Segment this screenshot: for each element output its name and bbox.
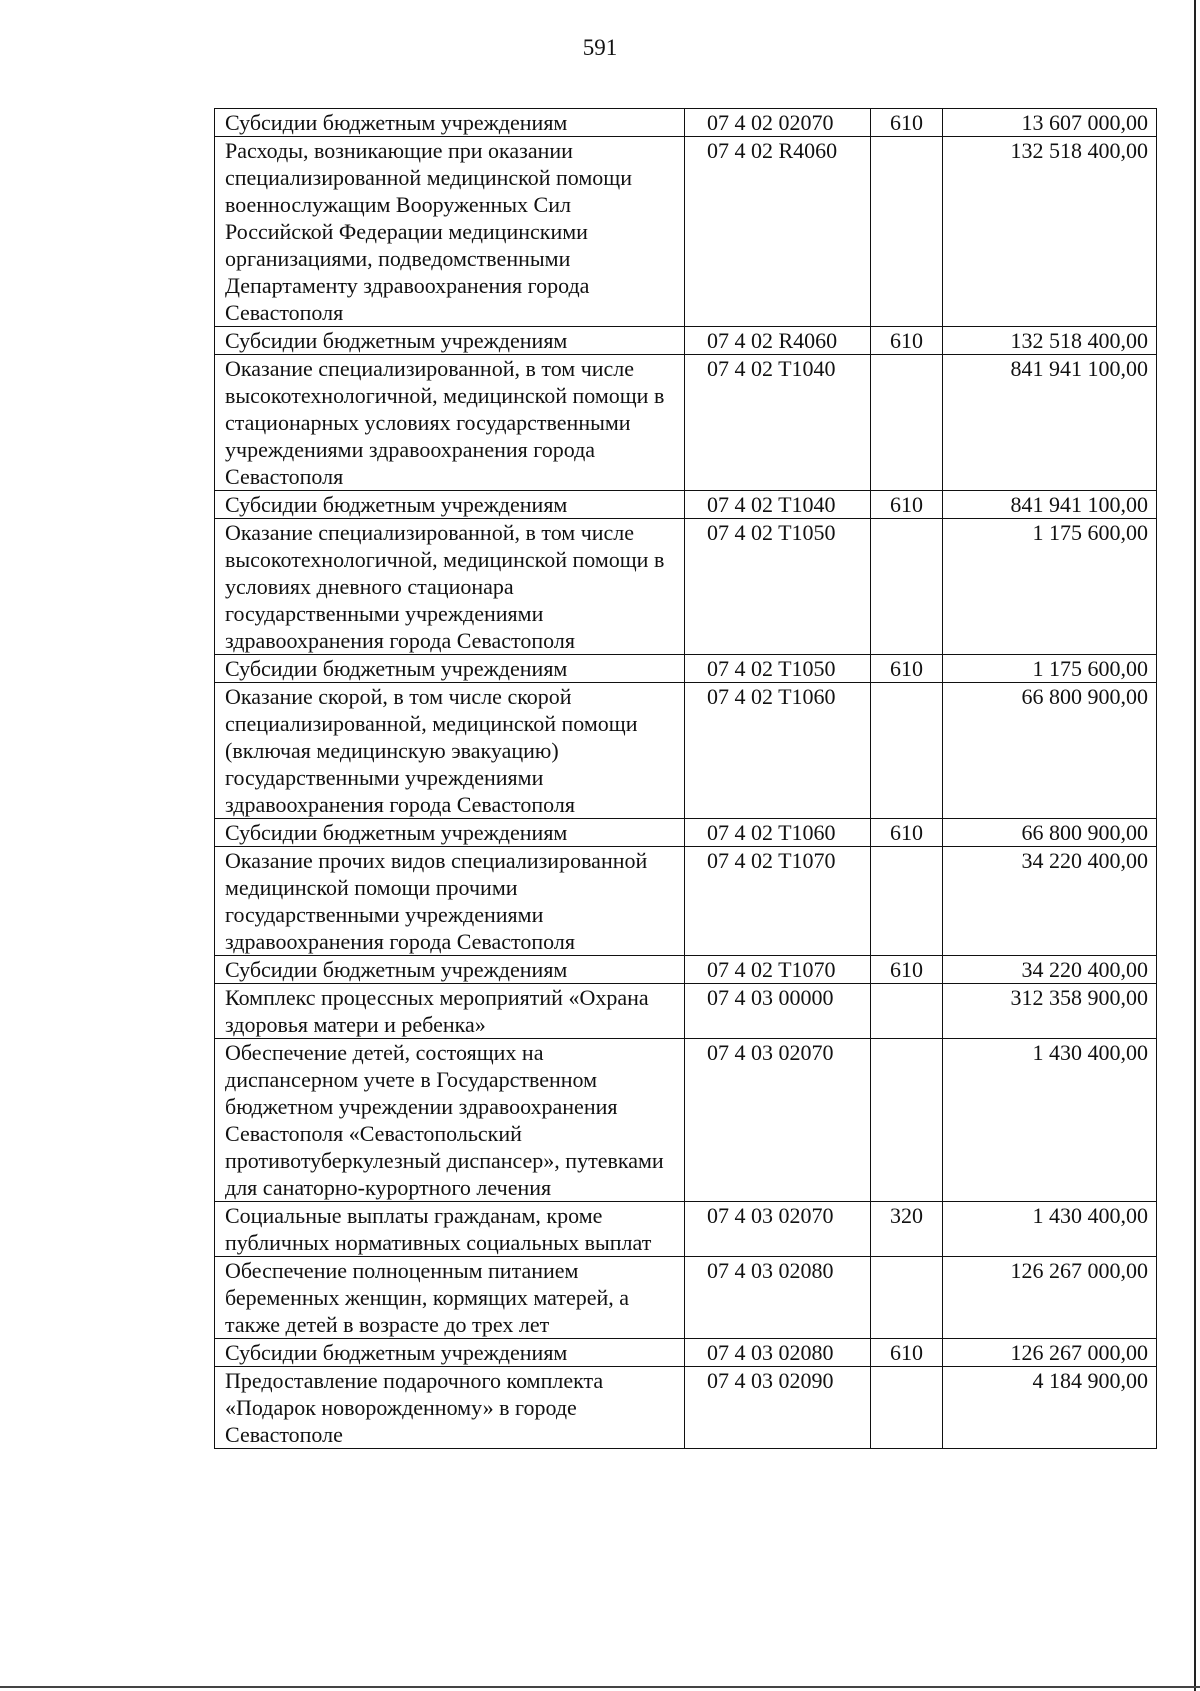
row-name: Субсидии бюджетным учреждениям xyxy=(215,491,685,519)
row-code: 07 4 02 T1050 xyxy=(685,519,871,655)
row-code: 07 4 02 T1060 xyxy=(685,683,871,819)
table-row xyxy=(215,683,1157,819)
table-row xyxy=(215,491,1157,519)
row-code: 07 4 02 T1040 xyxy=(685,355,871,491)
table-row xyxy=(215,1202,1157,1257)
table-row xyxy=(215,519,1157,655)
page-number: 591 xyxy=(582,35,618,60)
row-sum: 841 941 100,00 xyxy=(943,491,1157,519)
table-row xyxy=(215,956,1157,984)
row-expense-type: 610 xyxy=(871,819,943,847)
row-name: Оказание прочих видов специализированной медицинской помощи прочими государственными учреждениями здравоохранения города Севастополя xyxy=(215,847,685,956)
row-code: 07 4 02 T1050 xyxy=(685,655,871,683)
row-code: 07 4 03 02070 xyxy=(685,1202,871,1257)
row-code: 07 4 02 T1060 xyxy=(685,819,871,847)
table-row xyxy=(215,137,1157,327)
row-sum: 126 267 000,00 xyxy=(943,1257,1157,1339)
row-expense-type: 610 xyxy=(871,491,943,519)
row-sum: 34 220 400,00 xyxy=(943,956,1157,984)
row-code: 07 4 02 02070 xyxy=(685,109,871,137)
row-name: Оказание специализированной, в том числе высокотехнологичной, медицинской помощи в стационарных условиях государственными учреждениями здравоохранения города Севастополя xyxy=(215,355,685,491)
row-code: 07 4 03 02080 xyxy=(685,1257,871,1339)
row-sum: 1 175 600,00 xyxy=(943,655,1157,683)
table-row xyxy=(215,1257,1157,1339)
row-expense-type: 610 xyxy=(871,956,943,984)
row-expense-type xyxy=(871,355,943,491)
row-name: Оказание скорой, в том числе скорой специализированной, медицинской помощи (включая медицинскую эвакуацию) государственными учреждениями здравоохранения города Севастополя xyxy=(215,683,685,819)
row-name: Обеспечение полноценным питанием беременных женщин, кормящих матерей, а также детей в возрасте до трех лет xyxy=(215,1257,685,1339)
row-name: Обеспечение детей, состоящих на диспансерном учете в Государственном бюджетном учреждении здравоохранения Севастополя «Севастопольский противотуберкулезный диспансер», путевками для санаторно-курортного лечения xyxy=(215,1039,685,1202)
row-code: 07 4 03 02070 xyxy=(685,1039,871,1202)
row-expense-type: 610 xyxy=(871,1339,943,1367)
row-sum: 132 518 400,00 xyxy=(943,137,1157,327)
row-sum: 1 430 400,00 xyxy=(943,1202,1157,1257)
row-expense-type: 610 xyxy=(871,327,943,355)
row-sum: 66 800 900,00 xyxy=(943,819,1157,847)
scan-edge-bottom xyxy=(0,1686,1200,1688)
row-name: Субсидии бюджетным учреждениям xyxy=(215,655,685,683)
row-name: Предоставление подарочного комплекта «Подарок новорожденному» в городе Севастополе xyxy=(215,1367,685,1449)
row-name: Комплекс процессных мероприятий «Охрана здоровья матери и ребенка» xyxy=(215,984,685,1039)
row-code: 07 4 03 00000 xyxy=(685,984,871,1039)
row-sum: 66 800 900,00 xyxy=(943,683,1157,819)
row-code: 07 4 02 T1070 xyxy=(685,847,871,956)
row-expense-type xyxy=(871,137,943,327)
row-sum: 1 430 400,00 xyxy=(943,1039,1157,1202)
row-name: Расходы, возникающие при оказании специализированной медицинской помощи военнослужащим Вооруженных Сил Российской Федерации медицинскими организациями, подведомственными Департаменту здравоохранения города Севастополя xyxy=(215,137,685,327)
row-expense-type xyxy=(871,984,943,1039)
row-code: 07 4 03 02090 xyxy=(685,1367,871,1449)
row-sum: 4 184 900,00 xyxy=(943,1367,1157,1449)
row-name: Субсидии бюджетным учреждениям xyxy=(215,1339,685,1367)
table-row xyxy=(215,1367,1157,1449)
row-sum: 132 518 400,00 xyxy=(943,327,1157,355)
row-expense-type xyxy=(871,683,943,819)
row-expense-type: 320 xyxy=(871,1202,943,1257)
row-name: Субсидии бюджетным учреждениям xyxy=(215,109,685,137)
row-expense-type: 610 xyxy=(871,655,943,683)
row-name: Субсидии бюджетным учреждениям xyxy=(215,956,685,984)
table-row xyxy=(215,984,1157,1039)
table-row xyxy=(215,327,1157,355)
row-expense-type xyxy=(871,1039,943,1202)
row-expense-type: 610 xyxy=(871,109,943,137)
table-row xyxy=(215,1039,1157,1202)
row-expense-type xyxy=(871,519,943,655)
table-row xyxy=(215,819,1157,847)
row-name: Социальные выплаты гражданам, кроме публичных нормативных социальных выплат xyxy=(215,1202,685,1257)
row-name: Субсидии бюджетным учреждениям xyxy=(215,819,685,847)
budget-table xyxy=(214,108,1157,1449)
row-sum: 841 941 100,00 xyxy=(943,355,1157,491)
scan-edge-right xyxy=(1194,0,1196,1691)
row-name: Оказание специализированной, в том числе высокотехнологичной, медицинской помощи в условиях дневного стационара государственными учреждениями здравоохранения города Севастополя xyxy=(215,519,685,655)
row-expense-type xyxy=(871,1367,943,1449)
table-row xyxy=(215,1339,1157,1367)
row-sum: 34 220 400,00 xyxy=(943,847,1157,956)
row-sum: 126 267 000,00 xyxy=(943,1339,1157,1367)
row-code: 07 4 02 R4060 xyxy=(685,327,871,355)
row-expense-type xyxy=(871,1257,943,1339)
row-expense-type xyxy=(871,847,943,956)
row-code: 07 4 02 R4060 xyxy=(685,137,871,327)
row-code: 07 4 02 T1070 xyxy=(685,956,871,984)
row-name: Субсидии бюджетным учреждениям xyxy=(215,327,685,355)
row-sum: 13 607 000,00 xyxy=(943,109,1157,137)
row-sum: 1 175 600,00 xyxy=(943,519,1157,655)
table-row xyxy=(215,847,1157,956)
table-row xyxy=(215,355,1157,491)
row-code: 07 4 02 T1040 xyxy=(685,491,871,519)
row-sum: 312 358 900,00 xyxy=(943,984,1157,1039)
table-row xyxy=(215,109,1157,137)
row-code: 07 4 03 02080 xyxy=(685,1339,871,1367)
table-row xyxy=(215,655,1157,683)
